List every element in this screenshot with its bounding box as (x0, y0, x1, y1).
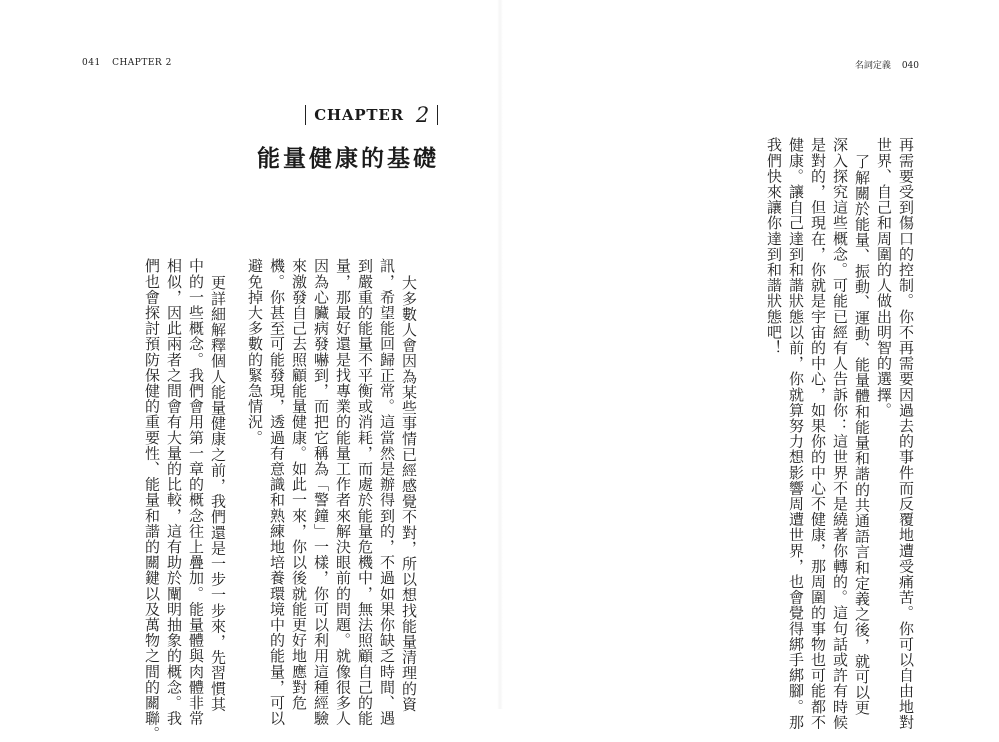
text-column: 了解關於能量、振動、運動、能量體和能量和諧的共通語言和定義之後，就可以更 (853, 154, 871, 716)
text-column: 避免掉大多數的緊急情況。 (246, 258, 264, 446)
text-column: 深入探究這些概念。可能已經有人告訴你：這世界不是繞著你轉的。這句話或許有時候 (831, 137, 849, 730)
text-column: 相似，因此兩者之間會有大量的比較，這有助於闡明抽象的概念。我 (165, 258, 183, 726)
right-page-number: 040 (901, 61, 919, 71)
text-column: 們也會探討預防保健的重要性、能量和諧的關鍵以及萬物之間的關聯。 (143, 258, 161, 742)
text-column: 因為心臟病發嚇到，而把它稱為「警鐘」一樣，你可以利用這種經驗 (312, 258, 330, 726)
right-running-title: 名詞定義 (854, 61, 891, 71)
text-column: 再需要受到傷口的控制。你不再需要因過去的事件而反覆地遭受痛苦。你可以自由地對 (897, 137, 915, 730)
text-column: 機。你甚至可能發現，透過有意識和熟練地培養環境中的能量，可以 (268, 258, 286, 726)
text-column: 訊，希望能回歸正常。這當然是辦得到的，不過如果你缺乏時間、遇 (378, 258, 396, 726)
text-column: 是對的，但現在，你就是宇宙的中心，如果你的中心不健康，那周圍的事物也可能都不 (809, 137, 827, 730)
text-column: 大多數人會因為某些事情已經感覺不對，所以想找能量清理的資 (400, 275, 418, 712)
chapter-divider-left (305, 105, 306, 125)
page-gutter (497, 0, 503, 709)
chapter-number: 2 (415, 103, 430, 127)
text-column: 世界、自己和周圍的人做出明智的選擇。 (875, 137, 893, 418)
text-column: 中的一些概念。我們會用第一章的概念往上疊加。能量體與肉體非常 (187, 258, 205, 726)
text-column: 到嚴重的能量不平衡或消耗，而處於能量危機中，無法照顧自己的能 (356, 258, 374, 726)
chapter-divider-right (437, 105, 438, 125)
text-column: 健康。讓自己達到和諧狀態以前，你就算努力想影響周遭世界，也會覺得綁手綁腳。那 (787, 137, 805, 730)
left-running-title: CHAPTER 2 (112, 58, 172, 68)
text-column: 我們快來讓你達到和諧狀態吧！ (765, 137, 783, 356)
left-page-number: 041 (82, 58, 101, 68)
chapter-label: CHAPTER (314, 106, 404, 124)
text-column: 更詳細解釋個人能量健康之前，我們還是一步一步來，先習慣其 (209, 275, 227, 712)
text-column: 來激發自己去照顧能量健康。如此一來，你以後就能更好地應對危 (290, 258, 308, 711)
text-column: 量，那最好還是找專業的能量工作者來解決眼前的問題。就像很多人 (334, 258, 352, 726)
running-head-left (82, 58, 172, 68)
chapter-heading (305, 103, 438, 127)
running-head-right (855, 58, 919, 71)
chapter-title: 能量健康的基礎 (257, 146, 439, 172)
